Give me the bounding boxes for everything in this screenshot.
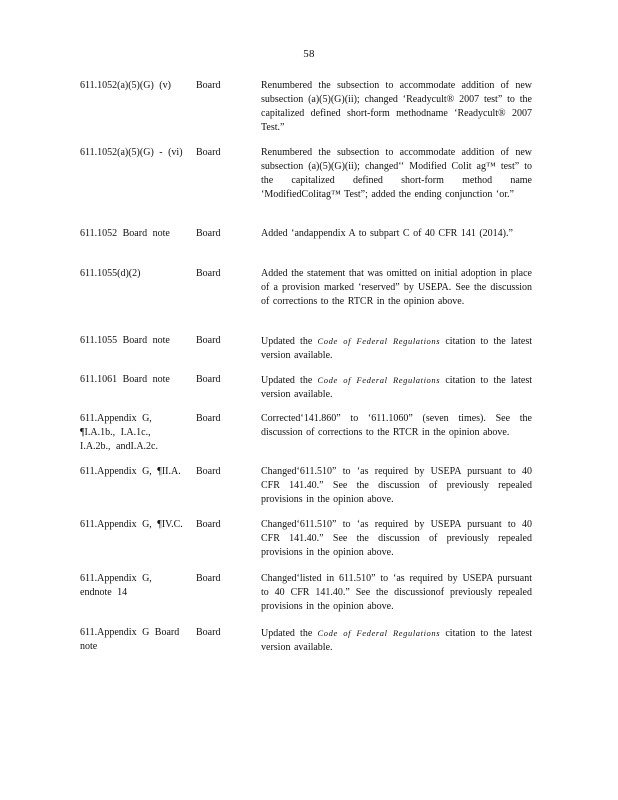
agency-cell: Board: [196, 335, 221, 346]
action-text: Changed‘611.510” to ‘as required by USEPA pursuant to 40 CFR 141.40.” See the discussion of previously repealed provisions in the opinion above.: [261, 519, 532, 558]
agency-cell: Board: [196, 374, 221, 385]
agency-cell: Board: [196, 519, 221, 530]
section-cell: 611.Appendix G, endnote 14: [80, 573, 152, 598]
cfr-title: Code of Federal Regulations: [317, 336, 441, 346]
action-cell: [261, 465, 532, 507]
action-text: Updated the: [261, 336, 318, 347]
agency-cell: Board: [196, 147, 221, 158]
agency-cell: Board: [196, 627, 221, 638]
section-cell: 611.1055(d)(2): [80, 268, 141, 279]
action-cell: [261, 146, 532, 202]
action-text: Updated the: [261, 628, 318, 639]
action-cell: [261, 572, 532, 614]
section-cell: 611.1052(a)(5)(G) - (vi): [80, 147, 183, 158]
action-cell: [261, 79, 532, 135]
section-cell: 611.Appendix G, ¶I.A.1b., I.A.1c., I.A.2b., andI.A.2c.: [80, 413, 158, 452]
cfr-title: Code of Federal Regulations: [317, 628, 441, 638]
action-cell: [261, 267, 532, 309]
section-cell: 611.1052 Board note: [80, 228, 170, 239]
action-text: Changed‘611.510” to ‘as required by USEPA pursuant to 40 CFR 141.40.” See the discussion of previously repealed provisions in the opinion above.: [261, 466, 532, 505]
agency-cell: Board: [196, 268, 221, 279]
agency-cell: Board: [196, 413, 221, 424]
action-cell: [261, 373, 532, 402]
action-text-end: citation to the latest version available.: [261, 628, 532, 653]
action-cell: [261, 518, 532, 560]
action-text-end: citation to the latest version available.: [261, 336, 532, 361]
section-cell: 611.Appendix G, ¶II.A.: [80, 466, 181, 477]
action-text: Changed‘listed in 611.510” to ‘as required by USEPA pursuant to 40 CFR 141.40.” See the discussionof previously repealed provisions in the opinion above.: [261, 573, 532, 612]
action-text: Added ‘andappendix A to subpart C of 40 CFR 141 (2014).”: [261, 228, 513, 239]
section-cell: 611.1055 Board note: [80, 335, 170, 346]
section-cell: 611.1052(a)(5)(G) (v): [80, 80, 171, 91]
action-text: Updated the: [261, 375, 318, 386]
action-cell: [261, 334, 532, 363]
action-cell: [261, 227, 532, 241]
agency-cell: Board: [196, 228, 221, 239]
action-cell: [261, 626, 532, 655]
agency-cell: Board: [196, 573, 221, 584]
section-cell: 611.1061 Board note: [80, 374, 170, 385]
section-cell: 611.Appendix G Board note: [80, 627, 180, 652]
action-text-end: citation to the latest version available.: [261, 375, 532, 400]
agency-cell: Board: [196, 80, 221, 91]
section-cell: 611.Appendix G, ¶IV.C.: [80, 519, 183, 530]
cfr-title: Code of Federal Regulations: [317, 375, 441, 385]
action-text: Renumbered the subsection to accommodate addition of new subsection (a)(5)(G)(ii); changed‘‘ Modified Colit ag™ test” to the capitalized defined short-form method name ‘ModifiedColitag™ Test”; added the ending conjunction ‘or.”: [261, 147, 532, 200]
action-text: Renumbered the subsection to accommodate addition of new subsection (a)(5)(G)(ii); changed ‘Readycult® 2007 test” to the capitalized defined short-form methodname ‘Readycult® 2007 Test.”: [261, 80, 532, 133]
agency-cell: Board: [196, 466, 221, 477]
page-number: 58: [303, 48, 315, 60]
action-text: Added the statement that was omitted on initial adoption in place of a provision marked ‘reserved” by USEPA. See the discussion of corrections to the RTCR in the opinion above.: [261, 268, 532, 307]
action-text: Corrected‘141.860” to ‘611.1060” (seven times). See the discussion of corrections to the RTCR in the opinion above.: [261, 413, 532, 438]
action-cell: [261, 412, 532, 440]
